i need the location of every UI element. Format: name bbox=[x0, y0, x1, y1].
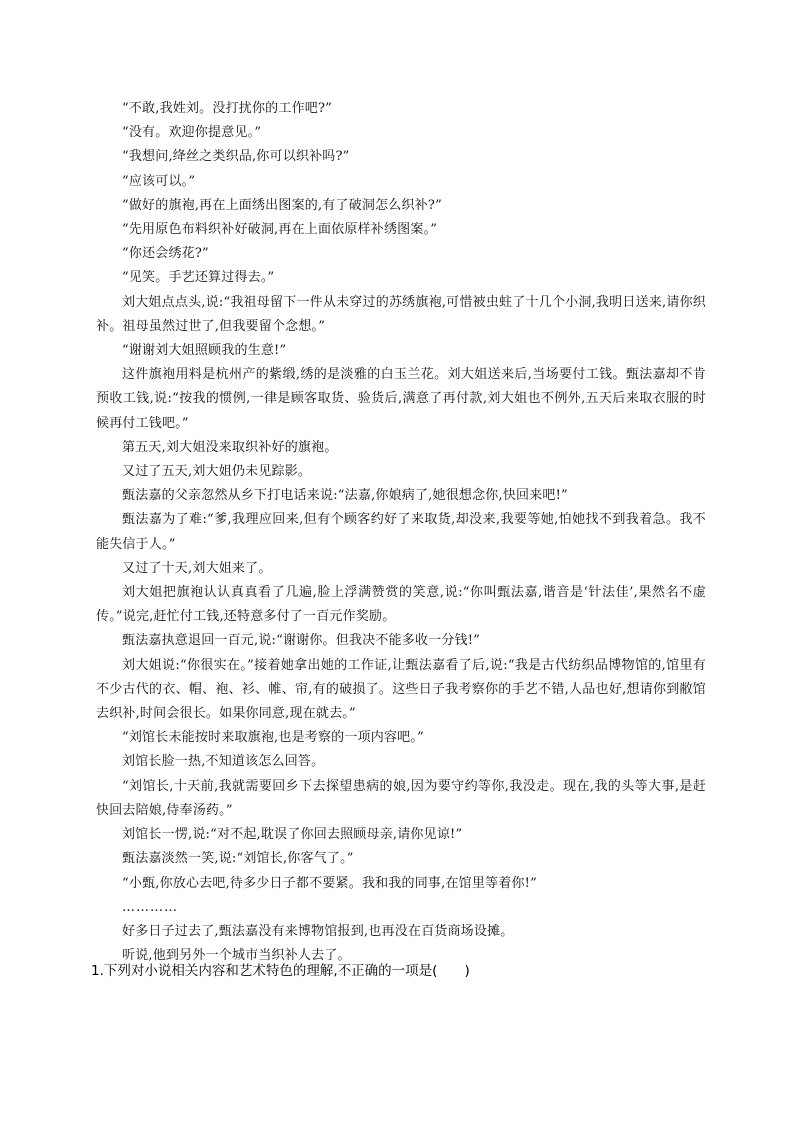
story-paragraph: 又过了五天,刘大姐仍未见踪影。 bbox=[122, 464, 312, 480]
story-paragraph: “谢谢刘大姐照顾我的生意!” bbox=[122, 343, 287, 359]
story-paragraph: 刘馆长一愣,说:“对不起,耽误了你回去照顾母亲,请你见谅!” bbox=[122, 827, 463, 843]
story-paragraph: 刘大姐把旗袍认认真真看了几遍,脸上浮满赞赏的笑意,说:“你叫甄法嘉,谐音是‘针法佳’,果然名不虚传。”说完,赶忙付工钱,还特意多付了一百元作奖励。 bbox=[96, 585, 706, 625]
story-paragraph: 甄法嘉淡然一笑,说:“刘馆长,你客气了。” bbox=[122, 851, 354, 867]
ellipsis-divider: ………… bbox=[122, 899, 178, 915]
story-paragraph: “应该可以。” bbox=[122, 173, 196, 189]
story-paragraph: “小甄,你放心去吧,待多少日子都不要紧。我和我的同事,在馆里等着你!” bbox=[122, 875, 537, 891]
story-paragraph: “你还会绣花?” bbox=[122, 246, 209, 262]
story-paragraph: 刘馆长脸一热,不知道该怎么回答。 bbox=[122, 754, 325, 770]
story-paragraph: 这件旗袍用料是杭州产的紫缎,绣的是淡雅的白玉兰花。刘大姐送来后,当场要付工钱。甄法嘉却不肯预收工钱,说:“按我的惯例,一律是顾客取货、验货后,满意了再付款,刘大姐也不例外,五天后来取衣服的时候再付工钱吧。” bbox=[96, 367, 706, 431]
story-paragraph: “我想问,绛丝之类织品,你可以织补吗?” bbox=[122, 149, 350, 165]
story-paragraph: 刘大姐说:“你很实在。”接着她拿出她的工作证,让甄法嘉看了后,说:“我是古代纺织品博物馆的,馆里有不少古代的衣、帽、袍、衫、帷、帘,有的破损了。这些日子我考察你的手艺不错,人品也好,想请你到敝馆去织补,时间会很长。如果你同意,现在就去。” bbox=[96, 657, 706, 722]
story-paragraph: 好多日子过去了,甄法嘉没有来博物馆报到,也再没在百货商场设摊。 bbox=[122, 923, 514, 939]
story-paragraph: “见笑。手艺还算过得去。” bbox=[122, 270, 275, 286]
story-paragraph: 甄法嘉执意退回一百元,说:“谢谢你。但我决不能多收一分钱!” bbox=[122, 633, 481, 649]
story-paragraph: 甄法嘉为了难:“爹,我理应回来,但有个顾客约好了来取货,却没来,我要等她,怕她找不到我着急。我不能失信于人。” bbox=[96, 512, 706, 552]
story-paragraph: “没有。欢迎你提意见。” bbox=[122, 125, 262, 141]
story-paragraph: “刘馆长未能按时来取旗袍,也是考察的一项内容吧。” bbox=[122, 730, 424, 746]
story-paragraph: 又过了十天,刘大姐来了。 bbox=[122, 560, 272, 576]
story-body bbox=[96, 97, 706, 968]
story-paragraph: “做好的旗袍,再在上面绣出图案的,有了破洞怎么织补?” bbox=[122, 197, 442, 213]
story-paragraph: “先用原色布料织补好破洞,再在上面依原样补绣图案。” bbox=[122, 222, 438, 238]
story-paragraph: 第五天,刘大姐没来取织补好的旗袍。 bbox=[122, 439, 338, 455]
story-paragraph: 刘大姐点点头,说:“我祖母留下一件从未穿过的苏绣旗袍,可惜被虫蛀了十几个小洞,我明日送来,请你织补。祖母虽然过世了,但我要留个念想。” bbox=[96, 294, 706, 334]
question-1-stem: 1.下列对小说相关内容和艺术特色的理解,不正确的一项是( ) bbox=[91, 963, 470, 979]
story-paragraph: “不敢,我姓刘。没打扰你的工作吧?” bbox=[122, 101, 332, 116]
story-paragraph: 听说,他到另外一个城市当织补人去了。 bbox=[122, 948, 351, 964]
story-paragraph: “刘馆长,十天前,我就需要回乡下去探望患病的娘,因为要守约等你,我没走。现在,我的头等大事,是赶快回去陪娘,侍奉汤药。” bbox=[96, 778, 706, 818]
story-paragraph: 甄法嘉的父亲忽然从乡下打电话来说:“法嘉,你娘病了,她很想念你,快回来吧!” bbox=[122, 488, 568, 504]
